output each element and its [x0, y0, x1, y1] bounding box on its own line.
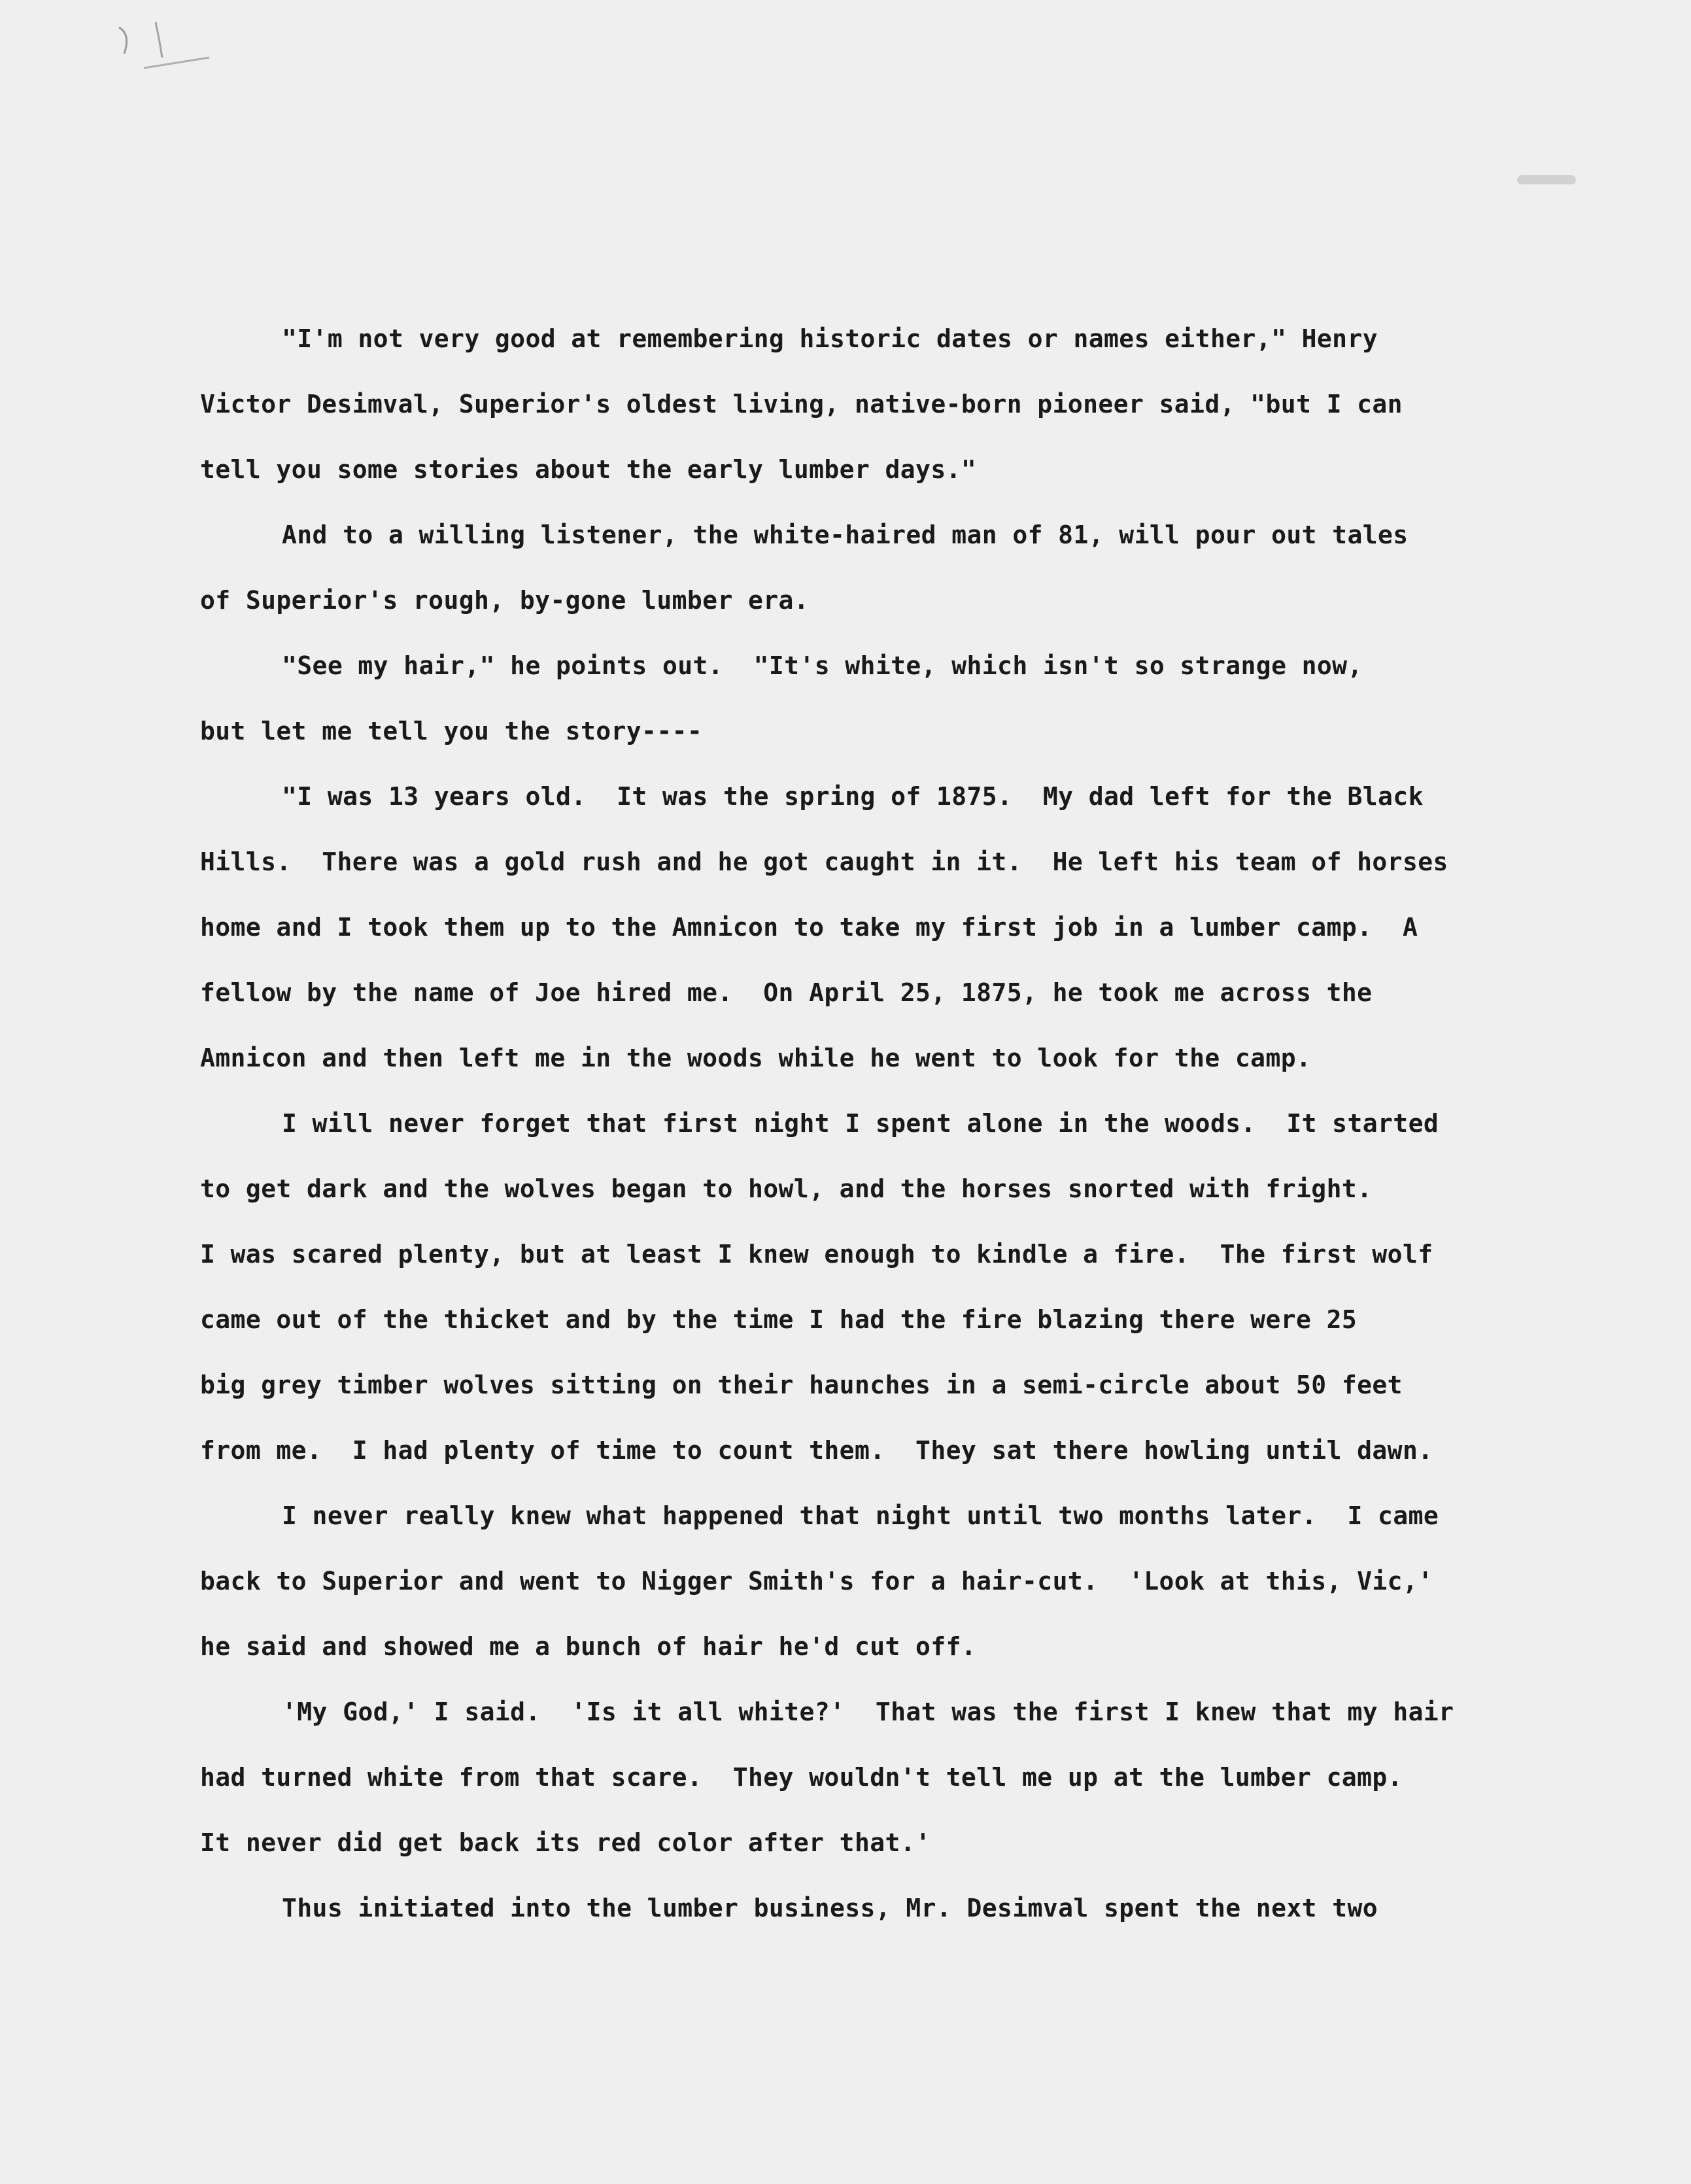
text-line: fellow by the name of Joe hired me. On April 25, 1875, he took me across the: [200, 978, 1373, 1007]
text-line: Thus initiated into the lumber business, Mr. Desimval spent the next two: [282, 1894, 1378, 1922]
text-line: And to a willing listener, the white-haired man of 81, will pour out tales: [282, 520, 1409, 549]
text-line: but let me tell you the story----: [200, 717, 703, 745]
text-line: to get dark and the wolves began to howl, and the horses snorted with fright.: [200, 1174, 1373, 1203]
text-line: from me. I had plenty of time to count them. They sat there howling until dawn.: [200, 1436, 1433, 1465]
text-line: home and I took them up to the Amnicon to take my first job in a lumber camp. A: [200, 913, 1418, 942]
text-line: he said and showed me a bunch of hair he'd cut off.: [200, 1632, 977, 1661]
text-line: Victor Desimval, Superior's oldest living, native-born pioneer said, "but I can: [200, 390, 1403, 418]
text-line: Amnicon and then left me in the woods while he went to look for the camp.: [200, 1044, 1312, 1072]
text-line: tell you some stories about the early lumber days.": [200, 455, 977, 484]
text-line: of Superior's rough, by-gone lumber era.: [200, 586, 810, 615]
text-line: "I was 13 years old. It was the spring of 1875. My dad left for the Black: [282, 782, 1424, 811]
paper-smudge: [1517, 175, 1576, 184]
pencil-annotation-mark: [105, 14, 216, 73]
text-line: 'My God,' I said. 'Is it all white?' That was the first I knew that my hair: [282, 1698, 1454, 1726]
text-line: big grey timber wolves sitting on their haunches in a semi-circle about 50 feet: [200, 1371, 1403, 1399]
text-line: back to Superior and went to Nigger Smith's for a hair-cut. 'Look at this, Vic,': [200, 1567, 1433, 1595]
text-line: I will never forget that first night I spent alone in the woods. It started: [282, 1109, 1439, 1138]
text-line: "See my hair," he points out. "It's white, which isn't so strange now,: [282, 651, 1363, 680]
document-body: [200, 306, 1593, 1941]
text-line: Hills. There was a gold rush and he got caught in it. He left his team of horses: [200, 847, 1448, 876]
text-line: had turned white from that scare. They wouldn't tell me up at the lumber camp.: [200, 1763, 1403, 1792]
text-line: It never did get back its red color after that.': [200, 1828, 931, 1857]
text-line: came out of the thicket and by the time I had the fire blazing there were 25: [200, 1305, 1358, 1334]
text-line: I was scared plenty, but at least I knew enough to kindle a fire. The first wolf: [200, 1240, 1433, 1269]
text-line: "I'm not very good at remembering historic dates or names either," Henry: [282, 324, 1378, 353]
text-line: I never really knew what happened that night until two months later. I came: [282, 1501, 1439, 1530]
